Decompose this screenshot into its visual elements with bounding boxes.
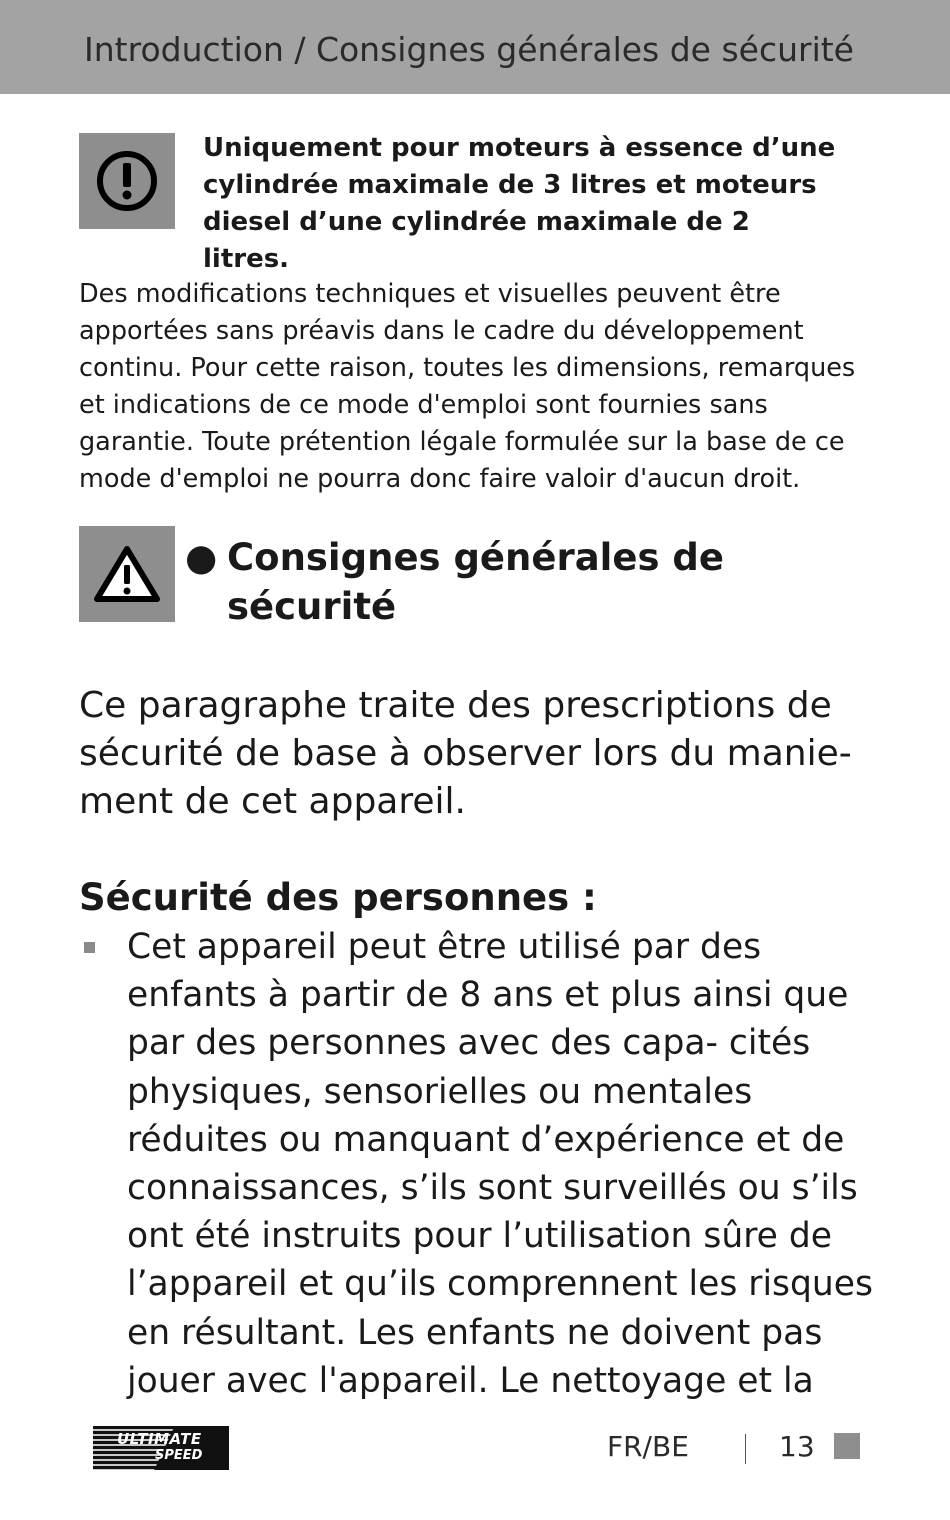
exclamation-icon (95, 149, 159, 213)
notice-icon-box (79, 133, 175, 229)
page-header (0, 0, 950, 94)
page-number: 13 (779, 1430, 815, 1463)
warning-icon-box (79, 526, 175, 622)
heading-bullet: ● (185, 536, 218, 579)
square-bullet-icon (84, 942, 95, 953)
footer-square-icon (834, 1433, 860, 1459)
list-item-text: Cet appareil peut être utilisé par des enfants à partir de 8 ans et plus ainsi que par des personnes avec des capa- cités physiques, sensorielles ou mentales réduites ou manquant d’expérience et de connaissances, s’ils sont surveillés ou s’ils ont été instruits pour l’utilisation sûre de l’appareil et qu’ils comprennent les risques en résultant. Les enfants ne doivent pas jouer avec l'appareil. Le nettoyage et la (127, 927, 873, 1401)
disclaimer-paragraph: Des modifications techniques et visuelles peuvent être apportées sans préavis dans le cadre du développement continu. Pour cette raison, toutes les dimensions, remarques et indications de ce mode d'emploi sont fournies sans garantie. Toute prétention légale formulée sur la base de ce mode d'emploi ne pourra donc faire valoir d'aucun droit. (79, 279, 856, 494)
header-title: Introduction / Consignes générales de sécurité (84, 30, 854, 69)
logo-text-line1: ULTIMATE (117, 1430, 202, 1448)
brand-logo (93, 1426, 229, 1470)
warning-triangle-icon (93, 544, 161, 604)
section-intro: Ce paragraphe traite des prescriptions de sécurité de base à observer lors du manie- ment de cet appareil. (79, 685, 852, 822)
footer-divider (745, 1434, 746, 1464)
personal-safety-heading: Sécurité des personnes : (79, 876, 597, 919)
footer-language: FR/BE (607, 1430, 689, 1463)
notice-text: Uniquement pour moteurs à essence d’une cylindrée maximale de 3 litres et moteurs diesel d’une cylindrée maximale de 2 litres. (203, 133, 836, 274)
logo-text-line2: SPEED (155, 1448, 203, 1463)
section-title: Consignes générales de sécurité (227, 536, 724, 628)
